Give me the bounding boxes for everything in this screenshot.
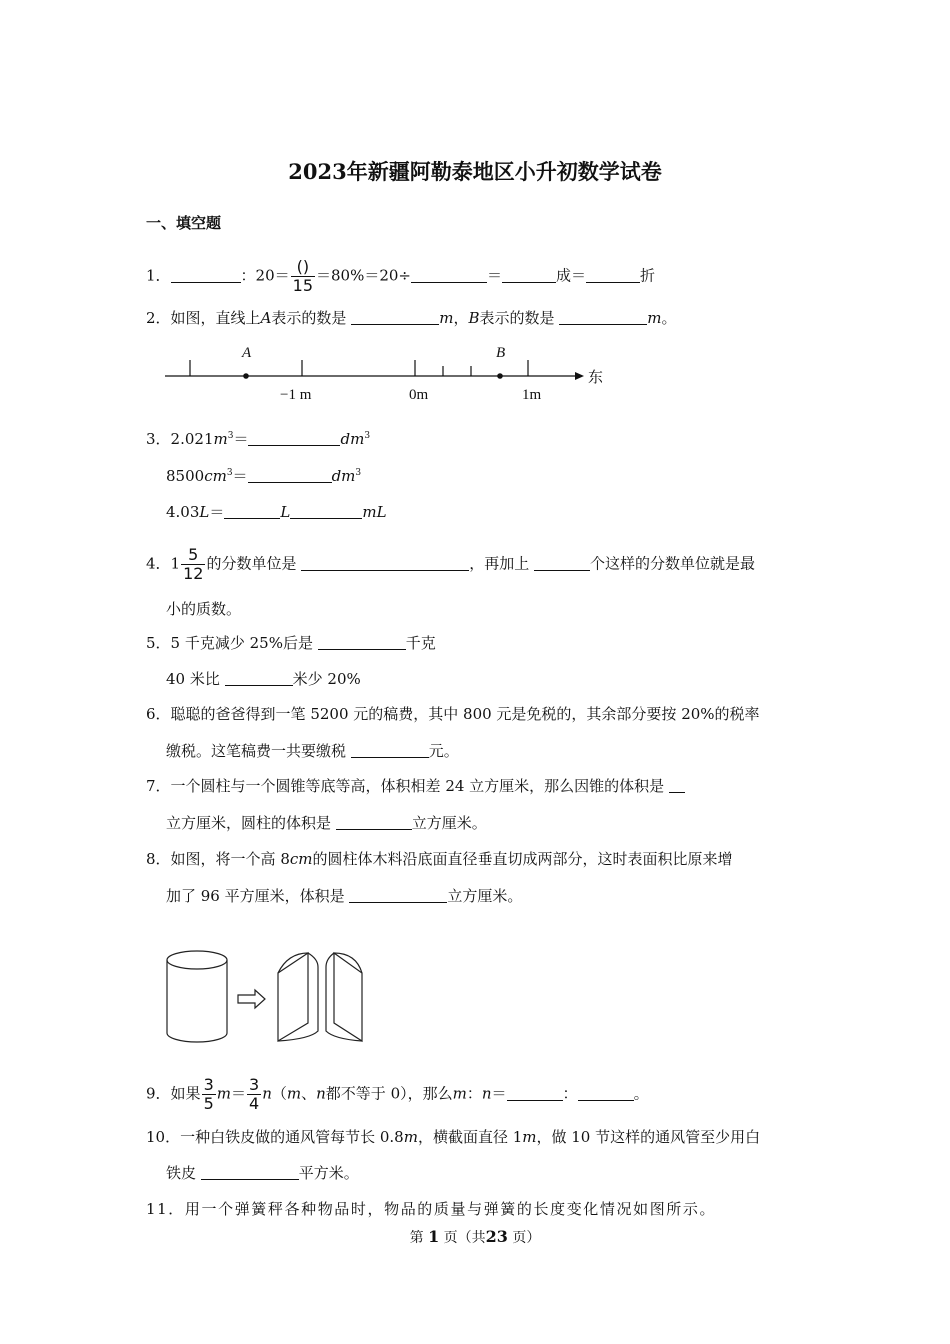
section-heading: 一、填空题 xyxy=(146,214,222,232)
text: 的圆柱体木料沿底面直径垂直切成两部分，这时表面积比原来增 xyxy=(312,850,733,868)
answer-blank[interactable] xyxy=(502,267,556,283)
page-number: 1 xyxy=(428,1227,440,1246)
tick-label: 1m xyxy=(522,387,542,403)
question-number: 9． xyxy=(146,1084,171,1103)
point-label: B xyxy=(468,309,480,327)
question-number: 3． xyxy=(146,430,171,448)
variable: n xyxy=(316,1084,326,1103)
text: ：20＝ xyxy=(240,266,290,285)
question-number: 2． xyxy=(146,309,171,327)
text: 立方厘米。 xyxy=(447,887,523,905)
direction-label: 东 xyxy=(588,370,604,386)
half-cylinder-left-icon xyxy=(278,953,318,1041)
question-6-line-2 xyxy=(166,740,459,761)
question-3-line-3 xyxy=(166,501,387,522)
unit: dm xyxy=(331,467,356,485)
fraction-numerator: 3 xyxy=(203,1075,214,1094)
text: ＝ xyxy=(491,1084,507,1103)
answer-blank[interactable] xyxy=(201,1164,299,1180)
text: 40 米比 xyxy=(166,670,220,688)
unit: mL xyxy=(362,503,387,521)
text: ＝ xyxy=(233,430,249,448)
text: 折 xyxy=(640,266,656,285)
text: ＝ xyxy=(232,467,248,485)
question-10 xyxy=(146,1126,760,1147)
tick-label: −1 m xyxy=(280,387,312,403)
fraction-denominator: 15 xyxy=(292,276,313,295)
unit: m xyxy=(403,1128,418,1146)
tick-label: 0m xyxy=(409,387,429,403)
question-number: 6． xyxy=(146,705,171,723)
total-pages: 23 xyxy=(485,1227,508,1246)
text: 、 xyxy=(301,1084,317,1103)
page-title: 2023年新疆阿勒泰地区小升初数学试卷 xyxy=(288,159,662,184)
point-a xyxy=(243,373,249,379)
text: 表示的数是 xyxy=(271,309,347,327)
text: 5 千克减少 25%后是 xyxy=(170,634,313,652)
text: 如图，直线上 xyxy=(170,309,261,327)
text: 千克 xyxy=(405,634,436,652)
text: 一种白铁皮做的通风管每节长 0.8 xyxy=(180,1128,404,1146)
question-number: 11． xyxy=(146,1200,185,1218)
answer-blank[interactable] xyxy=(248,430,340,446)
point-label: A xyxy=(260,309,272,327)
text: ： xyxy=(466,1084,482,1103)
question-7-line-2 xyxy=(166,812,487,833)
question-10-line-2 xyxy=(166,1162,359,1183)
answer-blank[interactable] xyxy=(171,267,241,283)
answer-blank[interactable] xyxy=(559,309,647,325)
text: 页（共 xyxy=(443,1230,486,1246)
answer-blank[interactable] xyxy=(225,670,293,686)
question-6 xyxy=(146,703,760,724)
fraction-numerator: 3 xyxy=(249,1075,260,1094)
exponent: 3 xyxy=(355,468,362,478)
text: ，再加上 xyxy=(469,554,530,573)
answer-blank[interactable] xyxy=(336,814,412,830)
text: 平方米。 xyxy=(298,1164,359,1182)
question-number: 4． xyxy=(146,554,171,573)
arrow-right-icon xyxy=(238,990,265,1008)
point-b xyxy=(497,373,503,379)
question-number: 8． xyxy=(146,850,171,868)
text: 加了 96 平方厘米，体积是 xyxy=(166,887,345,905)
cylinder-cut-figure xyxy=(160,945,380,1050)
fraction-numerator: () xyxy=(291,258,315,277)
fraction xyxy=(202,1076,216,1113)
text: 用一个弹簧秤各种物品时，物品的质量与弹簧的长度变化情况如图所示。 xyxy=(184,1200,717,1218)
text: 米少 20% xyxy=(292,670,361,688)
text: 成＝ xyxy=(556,266,587,285)
question-7 xyxy=(146,775,685,796)
text: 第 xyxy=(409,1230,424,1246)
answer-blank[interactable] xyxy=(224,503,280,519)
question-number: 1． xyxy=(146,266,171,285)
variable: n xyxy=(481,1084,492,1103)
unit: cm xyxy=(289,850,313,868)
text: 一个圆柱与一个圆锥等底等高，体积相差 24 立方厘米，那么因锥的体积是 xyxy=(170,777,665,795)
text: 个这样的分数单位就是最 xyxy=(590,554,756,573)
answer-blank[interactable] xyxy=(669,777,685,793)
unit: m xyxy=(647,309,662,327)
answer-blank[interactable] xyxy=(351,742,429,758)
text: 8500 xyxy=(166,467,205,485)
fraction-denominator: 12 xyxy=(183,564,204,583)
answer-blank[interactable] xyxy=(290,503,362,519)
text: 如果 xyxy=(170,1084,201,1103)
answer-blank[interactable] xyxy=(534,555,590,571)
answer-blank[interactable] xyxy=(248,467,332,483)
question-2 xyxy=(146,307,677,328)
question-1 xyxy=(146,258,655,295)
question-number: 7． xyxy=(146,777,171,795)
variable: n xyxy=(262,1084,272,1103)
text: ， xyxy=(453,309,469,327)
question-8-line-2 xyxy=(166,885,522,906)
question-number: 5． xyxy=(146,634,171,652)
question-8 xyxy=(146,848,733,869)
fraction xyxy=(181,546,205,583)
answer-blank[interactable] xyxy=(318,634,406,650)
exponent: 3 xyxy=(226,468,233,478)
point-a-label: A xyxy=(242,345,252,361)
text: ，横截面直径 1 xyxy=(417,1128,523,1146)
page-footer xyxy=(0,1227,950,1247)
fraction-denominator: 5 xyxy=(203,1094,214,1113)
unit: cm xyxy=(204,467,227,485)
text: 立方厘米，圆柱的体积是 xyxy=(166,814,332,832)
question-5-line-2 xyxy=(166,668,361,689)
text: ＝ xyxy=(487,266,503,285)
fraction-denominator: 4 xyxy=(249,1094,260,1113)
fraction xyxy=(247,1076,261,1113)
variable: m xyxy=(216,1084,231,1103)
exponent: 3 xyxy=(227,431,234,441)
unit: m xyxy=(213,430,228,448)
unit: m xyxy=(439,309,454,327)
question-4 xyxy=(146,546,755,583)
question-11 xyxy=(146,1198,716,1219)
text: 2.021 xyxy=(170,430,214,448)
question-3 xyxy=(146,428,370,449)
question-number: 10． xyxy=(146,1128,181,1146)
answer-blank[interactable] xyxy=(349,887,447,903)
question-5 xyxy=(146,632,436,653)
answer-blank[interactable] xyxy=(351,309,439,325)
answer-blank[interactable] xyxy=(578,1085,634,1101)
number-line-figure xyxy=(160,338,620,408)
question-4-line-2: 小的质数。 xyxy=(166,600,242,618)
text: 如图，将一个高 8 xyxy=(170,850,290,868)
half-cylinder-right-icon xyxy=(326,953,362,1041)
text: 4.03 xyxy=(166,503,200,521)
text: 铁皮 xyxy=(166,1164,197,1182)
unit: L xyxy=(199,503,210,521)
question-9 xyxy=(146,1076,649,1113)
unit: L xyxy=(280,503,291,521)
text: ： xyxy=(562,1084,578,1103)
unit: m xyxy=(522,1128,537,1146)
text: 表示的数是 xyxy=(479,309,555,327)
text: ，做 10 节这样的通风管至少用白 xyxy=(536,1128,761,1146)
text: 。 xyxy=(633,1084,649,1103)
text: 页） xyxy=(512,1230,541,1246)
text: ＝ xyxy=(209,503,225,521)
text: 的分数单位是 xyxy=(206,554,297,573)
text: 1 xyxy=(170,554,181,573)
text: 立方厘米。 xyxy=(411,814,487,832)
fraction-numerator: 5 xyxy=(181,546,205,565)
text: ＝80%＝20÷ xyxy=(316,266,411,285)
unit: dm xyxy=(340,430,365,448)
question-3-line-2 xyxy=(166,465,361,486)
answer-blank[interactable] xyxy=(586,267,640,283)
exponent: 3 xyxy=(364,431,371,441)
text: （ xyxy=(271,1084,287,1103)
cylinder-icon xyxy=(167,951,227,1042)
arrow-right-icon xyxy=(575,372,584,380)
variable: m xyxy=(452,1084,467,1103)
text: 元。 xyxy=(428,742,459,760)
answer-blank[interactable] xyxy=(411,267,487,283)
text: 聪聪的爸爸得到一笔 5200 元的稿费，其中 800 元是免税的，其余部分要按 20%的税率 xyxy=(170,705,760,723)
answer-blank[interactable] xyxy=(507,1085,563,1101)
variable: m xyxy=(286,1084,302,1103)
fraction xyxy=(291,258,315,295)
text: 缴税。这笔稿费一共要缴税 xyxy=(166,742,347,760)
text: ＝ xyxy=(230,1084,246,1103)
point-b-label: B xyxy=(496,345,506,361)
text: 。 xyxy=(661,309,677,327)
answer-blank[interactable] xyxy=(301,555,469,571)
text: 都不等于 0），那么 xyxy=(325,1084,453,1103)
